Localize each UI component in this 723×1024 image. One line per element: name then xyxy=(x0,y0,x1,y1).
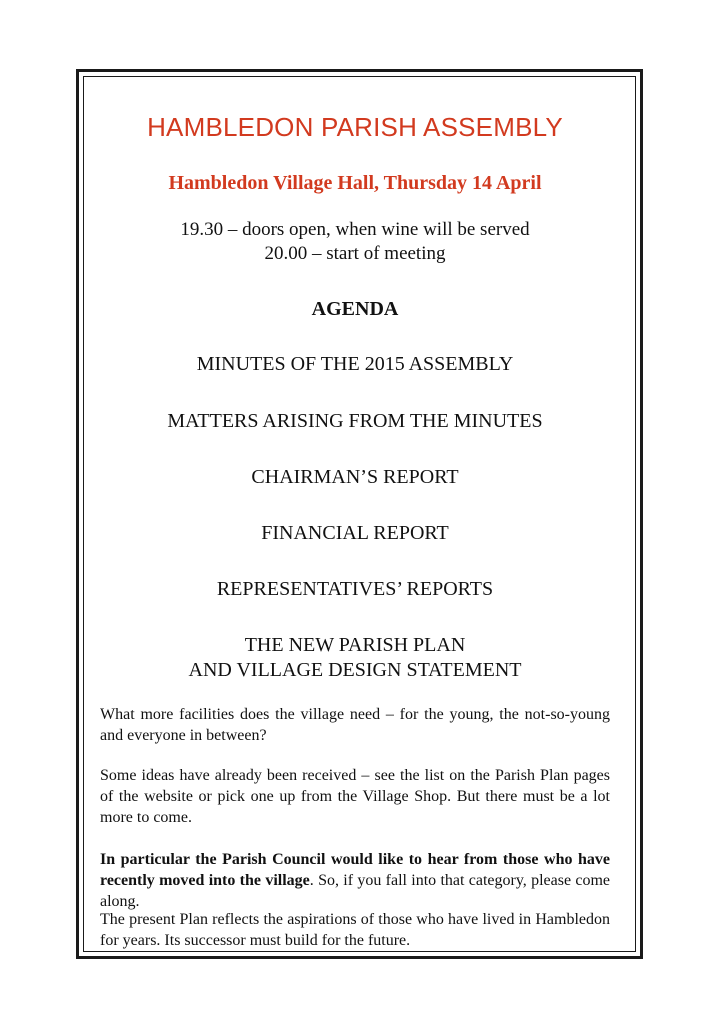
agenda-item-parish-plan: THE NEW PARISH PLAN xyxy=(244,634,466,656)
agenda-item-minutes: MINUTES OF THE 2015 ASSEMBLY xyxy=(196,353,514,375)
schedule-meeting-start: 20.00 – start of meeting xyxy=(264,243,446,264)
document-title: HAMBLEDON PARISH ASSEMBLY xyxy=(147,112,563,142)
paragraph-newcomers-rest: . So, if you fall into that category, please come along. xyxy=(100,872,610,910)
schedule-doors-open: 19.30 – doors open, when wine will be served xyxy=(180,219,530,240)
agenda-item-chairmans-report: CHAIRMAN’S REPORT xyxy=(251,466,459,488)
agenda-heading: AGENDA xyxy=(311,298,399,320)
paragraph-future: The present Plan reflects the aspirations of those who have lived in Hambledon for years. Its successor must build for the future. xyxy=(100,911,610,949)
paragraph-facilities: What more facilities does the village need – for the young, the not-so-young and everyone in between? xyxy=(100,706,610,744)
venue-date: Hambledon Village Hall, Thursday 14 April xyxy=(168,172,542,194)
paragraph-ideas: Some ideas have already been received – see the list on the Parish Plan pages of the website or pick one up from the Village Shop. But there must be a lot more to come. xyxy=(100,767,610,826)
agenda-item-design-statement: AND VILLAGE DESIGN STATEMENT xyxy=(188,659,522,681)
paragraph-newcomers-emphasis: In particular the Parish Council would like to hear from those who have recently moved into the village xyxy=(100,851,610,889)
paragraph-newcomers xyxy=(100,849,610,912)
agenda-item-matters-arising: MATTERS ARISING FROM THE MINUTES xyxy=(167,410,543,432)
agenda-item-financial-report: FINANCIAL REPORT xyxy=(261,522,449,544)
agenda-item-representatives-reports: REPRESENTATIVES’ REPORTS xyxy=(216,578,494,600)
schedule xyxy=(100,218,610,266)
